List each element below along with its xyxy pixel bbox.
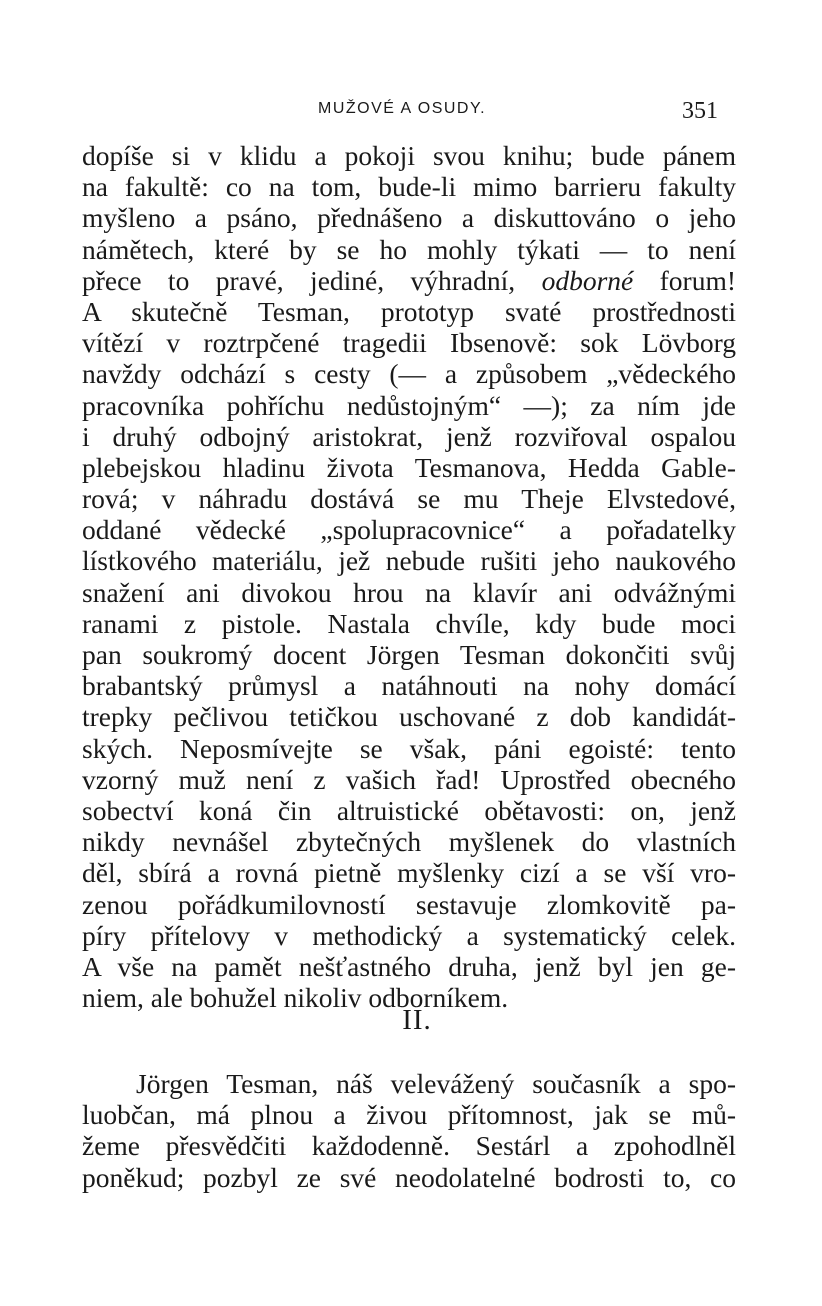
text-line: lístkového materiálu, jež nebude rušiti jeho naukového bbox=[82, 545, 736, 577]
text-line: oddané vědecké „spolupracovnice“ a pořadatelky bbox=[82, 514, 736, 546]
text-line: snažení ani divokou hrou na klavír ani odvážnými bbox=[82, 576, 736, 608]
page-number: 351 bbox=[682, 98, 718, 124]
text-line: pan soukromý docent Jörgen Tesman dokončiti svůj bbox=[82, 639, 736, 670]
text-line: sobectví koná čin altruistické obětavosti: on, jenž bbox=[82, 794, 736, 826]
text-line: pracovníka pohříchu nedůstojným“ —); za ním jde bbox=[82, 389, 736, 421]
text-line: na fakultě: co na tom, bude-li mimo barrieru fakulty bbox=[82, 171, 736, 203]
text-line: žeme přesvědčiti každodenně. Sestárl a zpohodlněl bbox=[82, 1130, 736, 1162]
text-line: niem, ale bohužel nikoliv odborníkem. bbox=[82, 982, 509, 1014]
text-line: trepky pečlivou tetičkou uschované z dob kandidát- bbox=[82, 701, 736, 733]
text-line: Jörgen Tesman, náš velevážený současník a spo- bbox=[136, 1068, 736, 1099]
running-header bbox=[0, 96, 822, 126]
text-line: luobčan, má plnou a živou přítomnost, jak se mů- bbox=[82, 1099, 736, 1131]
section-heading: II. bbox=[402, 1004, 432, 1036]
paragraph-1 bbox=[82, 140, 736, 1013]
text-line: poněkud; pozbyl ze své neodolatelné bodrosti to, co bbox=[82, 1161, 736, 1193]
text-line: vítězí v roztrpčené tragedii Ibsenově: sok Lövborg bbox=[82, 327, 736, 359]
text-line: píry přítelovy v methodický a systematický celek. bbox=[82, 919, 736, 951]
text-line: rová; v náhradu dostává se mu Theje Elvstedové, bbox=[82, 483, 736, 515]
text-line: plebejskou hladinu života Tesmanova, Hedda Gable- bbox=[82, 451, 736, 483]
emphasis-text: odborné bbox=[541, 264, 634, 296]
text-line: nikdy nevnášel zbytečných myšlenek do vlastních bbox=[82, 826, 736, 858]
text-line: zenou pořádkumilovností sestavuje zlomkovitě pa- bbox=[82, 888, 736, 920]
text-line: přece to pravé, jediné, výhradní, odborné forum! bbox=[82, 264, 736, 296]
text-line: brabantský průmysl a natáhnouti na nohy domácí bbox=[82, 670, 736, 702]
text-line: vzorný muž není z vašich řad! Uprostřed obecného bbox=[82, 763, 736, 795]
paragraph-2 bbox=[82, 1068, 736, 1193]
text-line: i druhý odbojný aristokrat, jenž rozviřoval ospalou bbox=[82, 420, 736, 452]
text-line: námětech, které by se ho mohly týkati — to není bbox=[82, 233, 736, 265]
text-line: ranami z pistole. Nastala chvíle, kdy bude moci bbox=[82, 607, 736, 639]
running-title: MUŽOVÉ A OSUDY. bbox=[318, 100, 487, 117]
text-line: dopíše si v klidu a pokoji svou knihu; bude pánem bbox=[82, 140, 736, 171]
text-line: navždy odchází s cesty (— a způsobem „vědeckého bbox=[82, 358, 736, 390]
text-line: myšleno a psáno, přednášeno a diskuttováno o jeho bbox=[82, 202, 736, 234]
text-line: ských. Neposmívejte se však, páni egoisté: tento bbox=[82, 732, 736, 764]
text-line: A vše na pamět nešťastného druha, jenž byl jen ge- bbox=[82, 950, 736, 982]
text-line: děl, sbírá a rovná pietně myšlenky cizí a se vší vro- bbox=[82, 857, 736, 889]
text-line: A skutečně Tesman, prototyp svaté prostřednosti bbox=[82, 295, 736, 327]
